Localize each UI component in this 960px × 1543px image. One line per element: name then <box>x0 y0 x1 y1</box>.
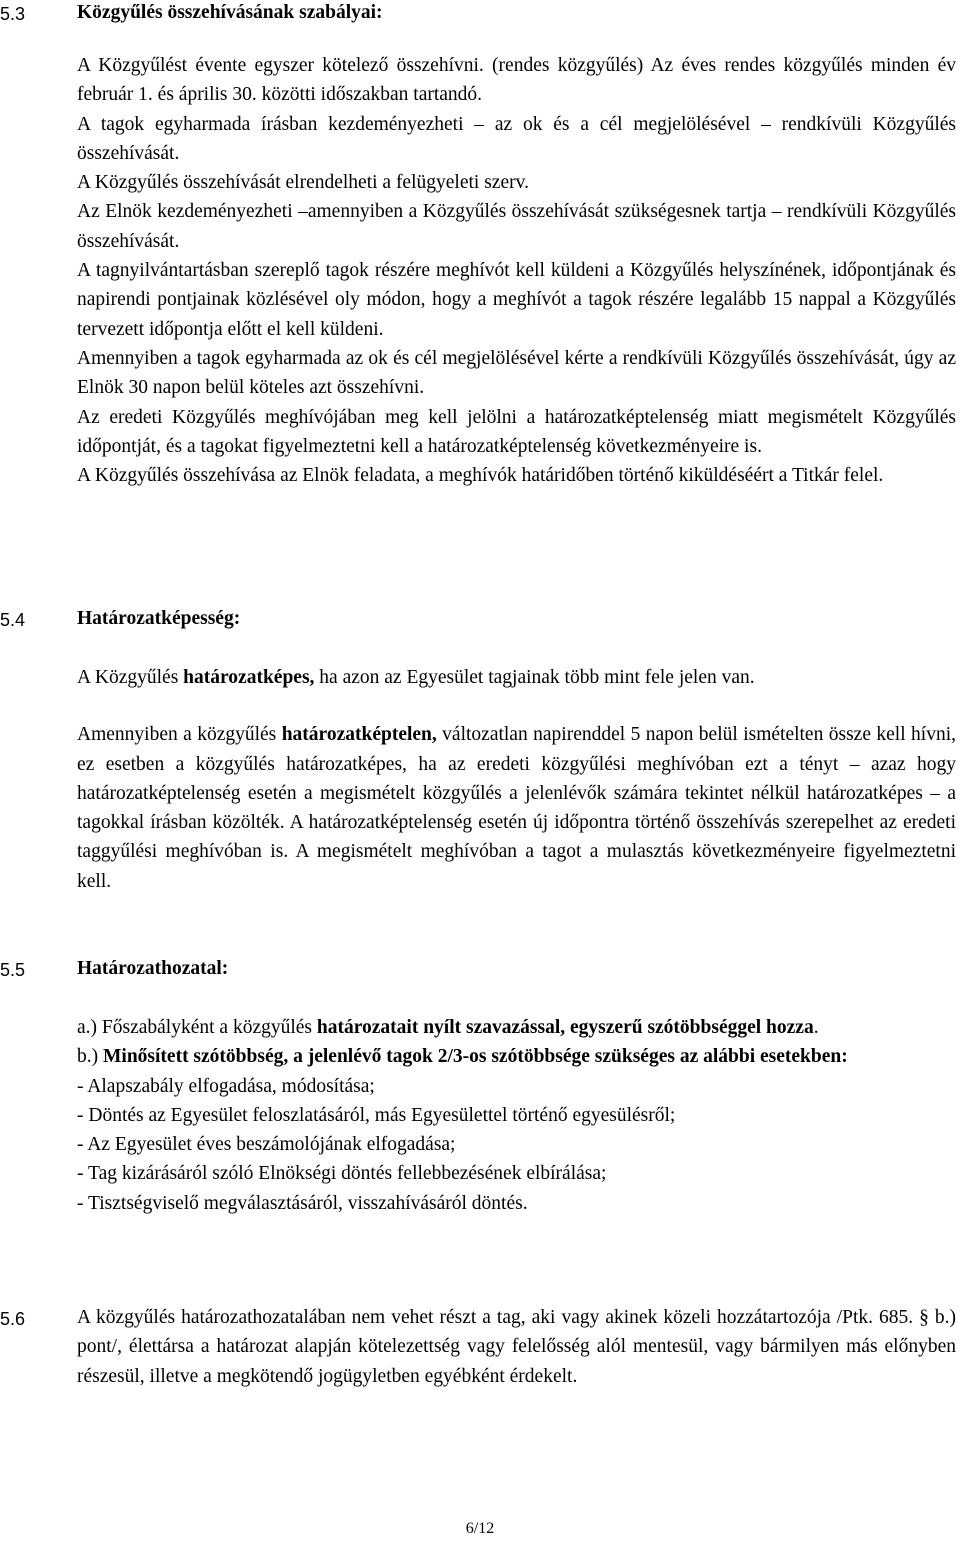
section-number: 5.4 <box>0 610 26 630</box>
paragraph: b.) Minősített szótöbbség, a jelenlévő tagok 2/3-os szótöbbsége szükséges az alábbi esetekben: <box>77 1046 848 1068</box>
paragraph: A Közgyűlés határozatképes, ha azon az Egyesület tagjainak több mint fele jelen van. <box>77 667 755 688</box>
section-body <box>77 1303 956 1391</box>
list-item: - Alapszabály elfogadása, módosítása; <box>77 1075 375 1097</box>
paragraph: a.) Főszabályként a közgyűlés határozatait nyílt szavazással, egyszerű szótöbbséggel hozza. <box>77 1017 819 1038</box>
paragraph: A tagok egyharmada írásban kezdeményezheti – az ok és a cél megjelölésével – rendkívüli Közgyűlés összehívását. <box>77 113 956 164</box>
list-item: - Az Egyesület éves beszámolójának elfogadása; <box>77 1134 456 1156</box>
paragraph: A közgyűlés határozathozatalában nem vehet részt a tag, aki vagy akinek közeli hozzátartozója /Ptk. 685. § b.) pont/, élettársa a határozat alapján kötelezettség vagy felelősség alól mentesül, vagy bármilyen más előnyben részesül, illetve a megkötendő jogügyletben egyébként érdekelt. <box>77 1307 956 1387</box>
section-number: 5.6 <box>0 1309 26 1329</box>
section-body <box>77 51 956 490</box>
section-heading: Határozathozatal: <box>77 958 229 979</box>
section-number: 5.5 <box>0 960 26 980</box>
paragraph: Az eredeti Közgyűlés meghívójában meg kell jelölni a határozatképtelenség miatt megismételt Közgyűlés időpontját, és a tagokat figyelmeztetni kell a határozatképtelenség következményeire is. <box>77 406 956 457</box>
page-number: 6/12 <box>465 1520 495 1537</box>
section-body <box>77 663 956 896</box>
paragraph: A tagnyilvántartásban szereplő tagok részére meghívót kell küldeni a Közgyűlés helyszínének, időpontjának és napirendi pontjainak közlésével oly módon, hogy a meghívót a tagok részére legalább 15 nappal a Közgyűlés tervezett időpontja előtt el kell küldeni. <box>77 260 956 340</box>
list-item: - Döntés az Egyesület feloszlatásáról, más Egyesülettel történő egyesülésről; <box>77 1104 676 1126</box>
section-body <box>77 1013 956 1218</box>
paragraph: Amennyiben a közgyűlés határozatképtelen, változatlan napirenddel 5 napon belül ismételten össze kell hívni, ez esetben a közgyűlés határozatképes, ha az eredeti közgyűlési meghívóban ezt a tényt – azaz hogy határozatképtelenség esetén a megismételt közgyűlés a jelenlévők számára tekintet nélkül határozatképes – a tagokkal írásban közölték. A határozatképtelenség esetén új időpontra történő összehívás szerepelhet az eredeti taggyűlési meghívóban is. A megismételt meghívóban a tagot a mulasztás következményeire figyelmeztetni kell. <box>77 724 957 892</box>
paragraph: A Közgyűlés összehívása az Elnök feladata, a meghívók határidőben történő kiküldéséért a Titkár felel. <box>77 465 884 487</box>
paragraph: Amennyiben a tagok egyharmada az ok és cél megjelölésével kérte a rendkívüli Közgyűlés összehívását, úgy az Elnök 30 napon belül köteles azt összehívni. <box>77 347 956 399</box>
list-item: - Tag kizárásáról szóló Elnökségi döntés fellebbezésének elbírálása; <box>77 1163 607 1185</box>
paragraph: A Közgyűlést évente egyszer kötelező összehívni. (rendes közgyűlés) Az éves rendes közgyűlés minden év február 1. és április 30. közötti időszakban tartandó. <box>77 55 956 106</box>
section-number: 5.3 <box>0 4 26 24</box>
paragraph: Az Elnök kezdeményezheti –amennyiben a Közgyűlés összehívását szükségesnek tartja – rendkívüli Közgyűlés összehívását. <box>77 201 956 252</box>
list-item: - Tisztségviselő megválasztásáról, visszahívásáról döntés. <box>77 1192 528 1214</box>
section-heading: Közgyűlés összehívásának szabályai: <box>77 2 383 23</box>
paragraph: A Közgyűlés összehívását elrendelheti a felügyeleti szerv. <box>77 172 529 194</box>
section-heading: Határozatképesség: <box>77 608 241 629</box>
